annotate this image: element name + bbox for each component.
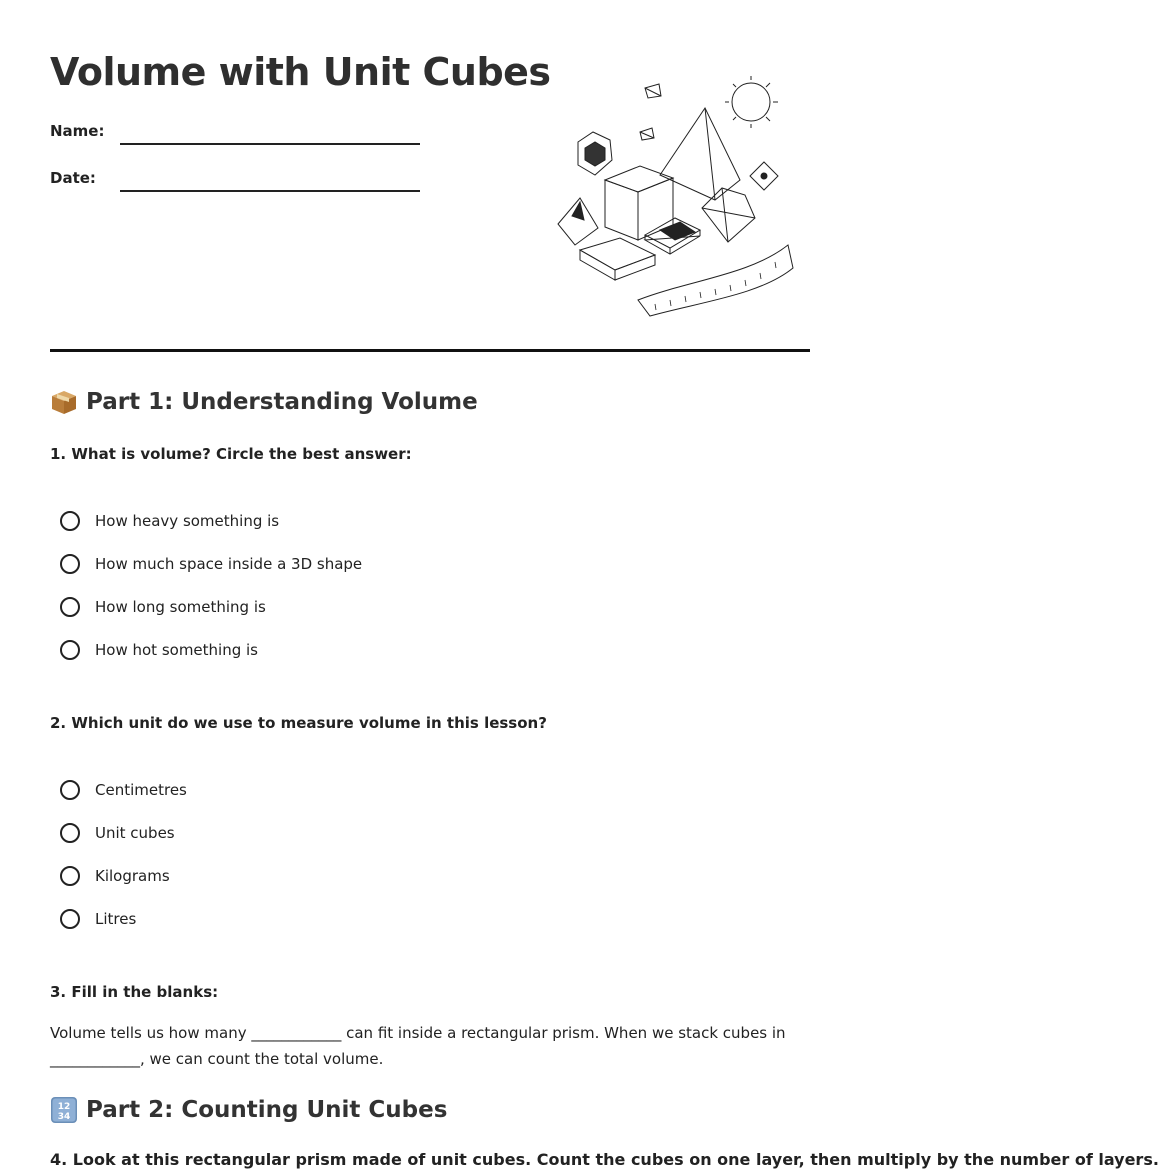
option-label: How hot something is	[95, 641, 258, 659]
radio-circle[interactable]	[60, 554, 80, 574]
shapes-illustration	[550, 70, 800, 320]
name-field[interactable]	[120, 143, 420, 145]
numbers-1234-icon	[50, 1096, 78, 1124]
date-field[interactable]	[120, 190, 420, 192]
svg-text:12: 12	[57, 1102, 71, 1112]
q1-option-2[interactable]	[60, 554, 362, 574]
option-label: Unit cubes	[95, 824, 175, 842]
q1-option-4[interactable]	[60, 640, 258, 660]
q1-option-1[interactable]	[60, 511, 279, 531]
q2-option-2[interactable]	[60, 823, 175, 843]
name-label: Name:	[50, 122, 105, 140]
date-label: Date:	[50, 169, 96, 187]
q2-option-4[interactable]	[60, 909, 136, 929]
option-label: Centimetres	[95, 781, 187, 799]
q2-option-1[interactable]	[60, 780, 187, 800]
part2-title-text: Part 2: Counting Unit Cubes	[86, 1097, 448, 1123]
question-3: 3. Fill in the blanks:	[50, 983, 219, 1001]
package-icon	[50, 388, 78, 416]
radio-circle[interactable]	[60, 780, 80, 800]
question-2: 2. Which unit do we use to measure volume in this lesson?	[50, 714, 547, 732]
svg-text:34: 34	[57, 1112, 71, 1122]
q2-option-3[interactable]	[60, 866, 170, 886]
section-divider	[50, 349, 810, 352]
option-label: Kilograms	[95, 867, 170, 885]
q1-option-3[interactable]	[60, 597, 266, 617]
fill-in-blanks-text: Volume tells us how many ____________ can fit inside a rectangular prism. When we stack cubes in ____________, we can count the total volume.	[50, 1024, 786, 1068]
radio-circle[interactable]	[60, 909, 80, 929]
option-label: How much space inside a 3D shape	[95, 555, 363, 573]
radio-circle[interactable]	[60, 597, 80, 617]
radio-circle[interactable]	[60, 640, 80, 660]
option-label: Litres	[95, 910, 137, 928]
option-label: How long something is	[95, 598, 266, 616]
option-label: How heavy something is	[95, 512, 280, 530]
part1-title-text: Part 1: Understanding Volume	[86, 389, 478, 415]
part2-title	[50, 1096, 447, 1124]
radio-circle[interactable]	[60, 866, 80, 886]
question-4: 4. Look at this rectangular prism made of unit cubes. Count the cubes on one layer, then multiply by the number of layers.	[50, 1150, 1159, 1169]
radio-circle[interactable]	[60, 511, 80, 531]
radio-circle[interactable]	[60, 823, 80, 843]
question-1: 1. What is volume? Circle the best answer:	[50, 445, 412, 463]
page-title: Volume with Unit Cubes	[50, 50, 551, 94]
part1-title	[50, 388, 478, 416]
